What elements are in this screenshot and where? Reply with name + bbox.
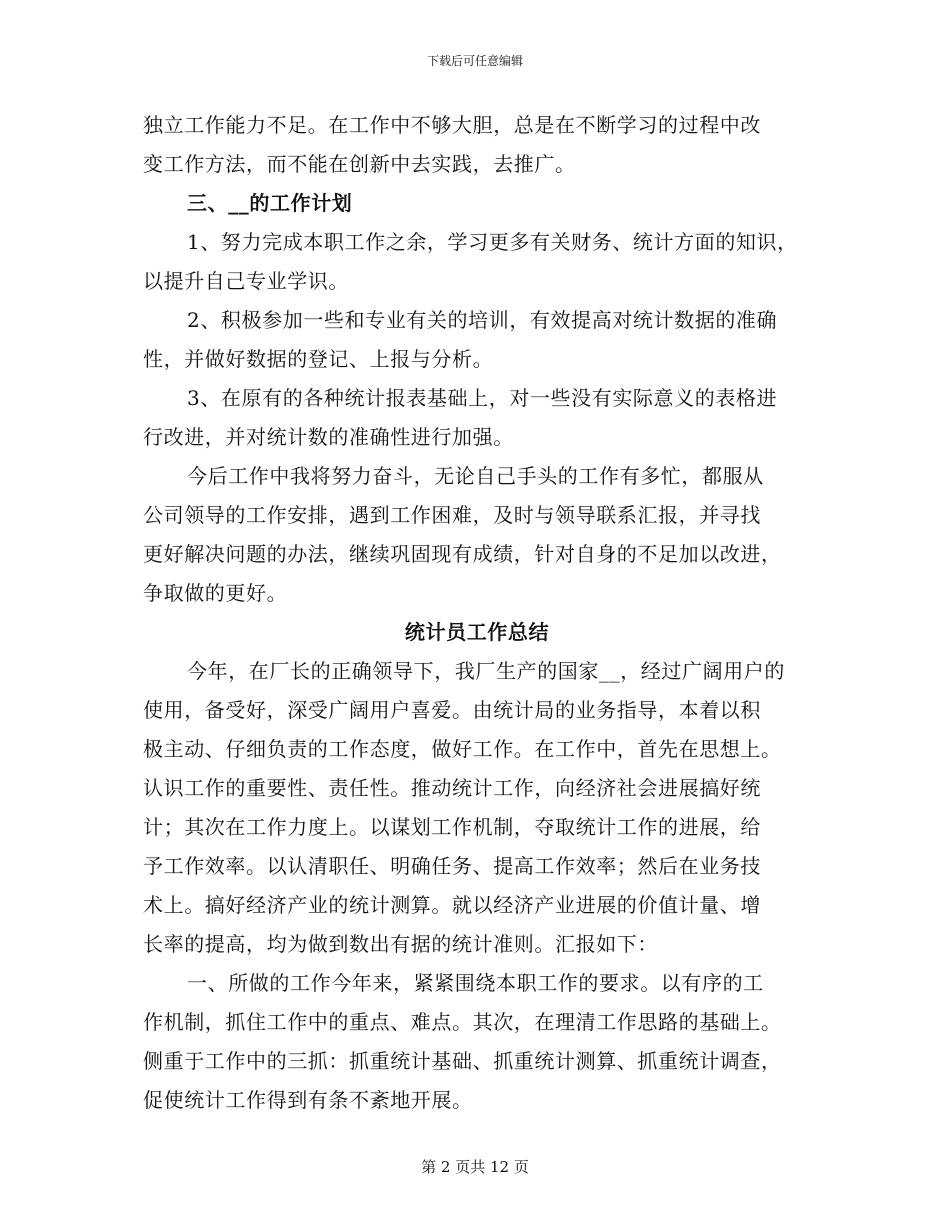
section-heading: 三、__的工作计划 (187, 191, 353, 215)
text-line: 极主动、仔细负责的工作态度，做好工作。在工作中，首先在思想上。 (143, 737, 782, 761)
text-line: 计；其次在工作力度上。以谋划工作机制，夺取统计工作的进展，给 (143, 815, 761, 839)
text-line: 争取做的更好。 (143, 581, 288, 605)
text-line: 术上。搞好经济产业的统计测算。就以经济产业进展的价值计量、增 (143, 893, 761, 917)
text-line: 认识工作的重要性、责任性。推动统计工作，向经济社会进展搞好统 (143, 776, 761, 800)
text-line: 更好解决问题的办法，继续巩固现有成绩，针对自身的不足加以改进， (143, 542, 782, 566)
text-line: 作机制，抓住工作中的重点、难点。其次，在理清工作思路的基础上。 (143, 1010, 782, 1034)
text-line: 1、努力完成本职工作之余，学习更多有关财务、统计方面的知识， (187, 230, 798, 254)
text-line: 今后工作中我将努力奋斗，无论自己手头的工作有多忙，都服从 (187, 464, 764, 488)
text-line: 使用，备受好，深受广阔用户喜爱。由统计局的业务指导，本着以积 (143, 698, 761, 722)
text-line: 独立工作能力不足。在工作中不够大胆，总是在不断学习的过程中改 (143, 113, 761, 137)
page-header: 下载后可任意编辑 (426, 54, 523, 68)
text-line: 公司领导的工作安排，遇到工作困难，及时与领导联系汇报，并寻找 (143, 503, 761, 527)
document-body (143, 106, 811, 1120)
text-line: 促使统计工作得到有条不紊地开展。 (143, 1088, 473, 1112)
text-line: 性，并做好数据的登记、上报与分析。 (143, 347, 494, 371)
text-line: 2、积极参加一些和专业有关的培训，有效提高对统计数据的准确 (187, 308, 778, 332)
text-line: 以提升自己专业学识。 (143, 269, 349, 293)
text-line: 3、在原有的各种统计报表基础上，对一些没有实际意义的表格进 (187, 386, 778, 410)
section-title: 统计员工作总结 (404, 620, 550, 644)
text-line: 长率的提高，均为做到数出有据的统计准则。汇报如下： (143, 932, 658, 956)
page-footer: 第 2 页共 12 页 (421, 1158, 529, 1176)
text-line: 变工作方法，而不能在创新中去实践，去推广。 (143, 152, 576, 176)
text-line: 行改进，并对统计数的准确性进行加强。 (143, 425, 514, 449)
text-line: 今年，在厂长的正确领导下，我厂生产的国家__，经过广阔用户的 (187, 659, 785, 683)
text-line: 侧重于工作中的三抓：抓重统计基础、抓重统计测算、抓重统计调查， (143, 1049, 782, 1073)
text-line: 予工作效率。以认清职任、明确任务、提高工作效率；然后在业务技 (143, 854, 761, 878)
text-line: 一、所做的工作今年来，紧紧围绕本职工作的要求。以有序的工 (187, 971, 764, 995)
